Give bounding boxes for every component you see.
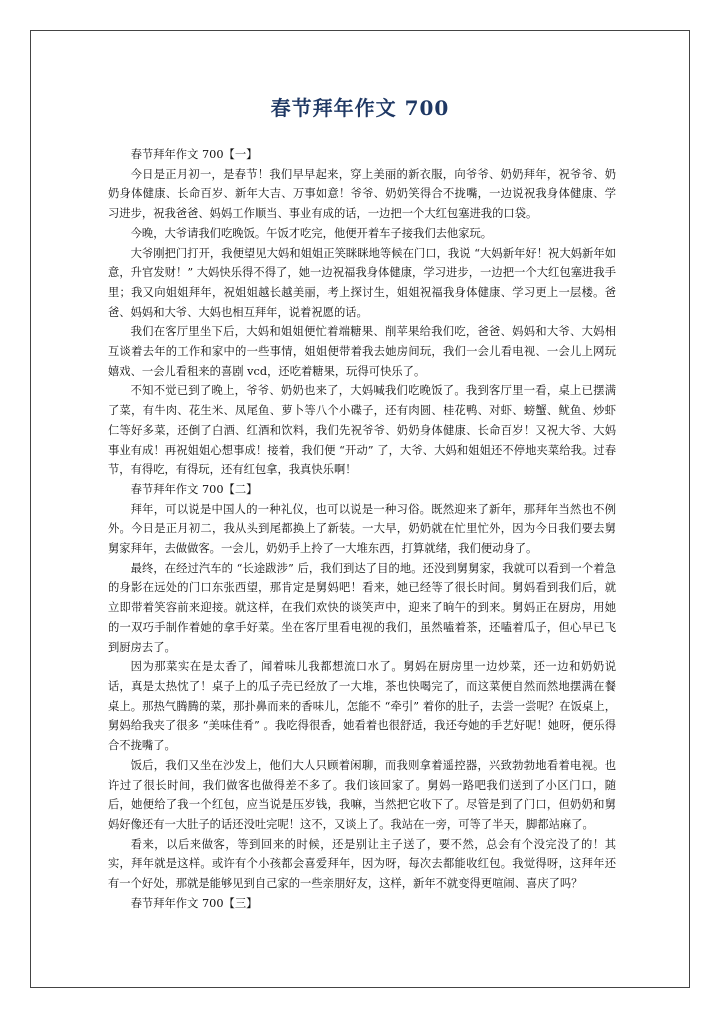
paragraph: 看来，以后来做客，等到回来的时候，还是别让主子送了，要不然，总会有个没完没了的！其实，拜年就是这样。或许有个小孩都会喜爱拜年，因为呀，每次去都能收红包。我觉得呀，这拜年还有一个好处，那就是能够见到自己家的一些亲朋好友，这样，新年不就变得更喧闹、喜庆了吗？ (108, 837, 616, 891)
paragraph: 今日是正月初一，是春节！我们早早起来，穿上美丽的新衣服，向爷爷、奶奶拜年，祝爷爷、奶奶身体健康、长命百岁、新年大吉、万事如意！爷爷、奶奶笑得合不拢嘴，一边说祝我身体健康、学习进步，祝我爸爸、妈妈工作顺当、事业有成的话，一边把一个大红包塞进我的口袋。 (108, 167, 616, 221)
section-heading-3: 春节拜年作文 700【三】 (130, 896, 258, 910)
document-title: 春节拜年作文 700 (270, 96, 450, 120)
paragraph: 饭后，我们又坐在沙发上，他们大人只顾着闲聊，而我则拿着遥控器，兴致勃勃地看着电视。也许过了很长时间，我们做客也做得差不多了。我们该回家了。舅妈一路吧我们送到了小区门口，随后，她便给了我一个红包，应当说是压岁钱，我嘛，当然把它收下了。尽管是到了门口，但奶奶和舅妈好像还有一大肚子的话还没吐完呢！这不，又谈上了。我站在一旁，可等了半天，脚都站麻了。 (108, 758, 616, 831)
paragraph: 大爷刚把门打开，我便望见大妈和姐姐正笑眯眯地等候在门口，我说 “大妈新年好！祝大妈新年如意，升官发财！” 大妈快乐得不得了，她一边祝福我身体健康，学习进步，一边把一个大红包塞进我手里；我又向姐姐拜年，祝姐姐越长越美丽，考上探讨生，姐姐祝福我身体健康、学习更上一层楼。爸爸、妈妈和大爷、大妈也相互拜年，说着祝愿的话。 (108, 246, 616, 319)
paragraph: 我们在客厅里坐下后，大妈和姐姐便忙着端糖果、削苹果给我们吃，爸爸、妈妈和大爷、大妈相互谈着去年的工作和家中的一些事情，姐姐便带着我去她房间玩，我们一会儿看电视、一会儿上网玩嬉戏、一会儿看租来的喜剧 vcd，还吃着糖果，玩得可快乐了。 (108, 325, 616, 378)
section-heading-2: 春节拜年作文 700【二】 (130, 482, 258, 496)
paragraph: 不知不觉已到了晚上，爷爷、奶奶也来了，大妈喊我们吃晚饭了。我到客厅里一看，桌上已摆满了菜，有牛肉、花生米、凤尾鱼、萝卜等八个小碟子，还有肉圆、桂花鸭、对虾、螃蟹、鱿鱼、炒虾仁等好多菜，还倒了白酒、红酒和饮料，我们先祝爷爷、奶奶身体健康、长命百岁！又祝大爷、大妈事业有成！再祝姐姐心想事成！接着，我们便 “开动” 了，大爷、大妈和姐姐还不停地夹菜给我。过春节，有得吃，有得玩，还有红包拿，我真快乐啊！ (108, 384, 616, 477)
paragraph: 最终，在经过汽车的 “长途跋涉” 后，我们到达了目的地。还没到舅舅家，我就可以看到一个着急的身影在远处的门口东张西望，那肯定是舅妈吧！看来，她已经等了很长时间。舅妈看到我们后，就立即带着笑容前来迎接。就这样，在我们欢快的谈笑声中，迎来了晌午的到来。舅妈正在厨房，用她的一双巧手制作着她的拿手好菜。坐在客厅里看电视的我们，虽然嗑着茶，还嗑着瓜子，但心早已飞到厨房去了。 (108, 561, 616, 654)
document-body (108, 145, 616, 913)
paragraph: 拜年，可以说是中国人的一种礼仪，也可以说是一种习俗。既然迎来了新年，那拜年当然也不例外。今日是正月初二，我从头到尾都换上了新装。一大早，奶奶就在忙里忙外，因为今日我们要去舅舅家拜年，去做做客。一会儿，奶奶手上拎了一大堆东西，打算就绪，我们便动身了。 (108, 502, 616, 556)
section-heading-1: 春节拜年作文 700【一】 (130, 148, 258, 161)
paragraph: 今晚，大爷请我们吃晚饭。午饭才吃完，他便开着车子接我们去他家玩。 (130, 226, 493, 240)
paragraph: 因为那菜实在是太香了，闻着味儿我都想流口水了。舅妈在厨房里一边炒菜，还一边和奶奶说话，真是太热忱了！桌子上的瓜子壳已经放了一大堆，茶也快喝完了，而这菜便自然而然地摆满在餐桌上。那热气腾腾的菜，那扑鼻而来的香味儿，怎能不 “牵引” 着你的肚子，去尝一尝呢？在饭桌上，舅妈给我夹了很多 “美味佳肴” 。我吃得很香，她看着也很舒适，我还夸她的手艺好呢！她呀，便乐得合不拢嘴了。 (108, 660, 616, 753)
